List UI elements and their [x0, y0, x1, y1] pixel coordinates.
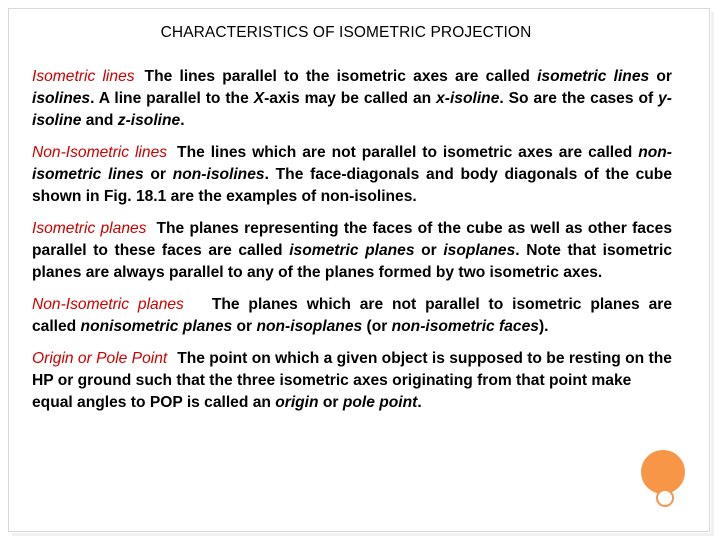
term-non-isometric-lines: Non-Isometric lines	[32, 144, 168, 161]
emphasis: nonisometric planes	[80, 318, 233, 335]
text: or	[232, 318, 257, 335]
emphasis: non-isometric lines	[32, 144, 673, 183]
emphasis: pole point	[342, 394, 418, 411]
emphasis: x-isoline	[436, 90, 500, 107]
emphasis: non-isoplanes	[256, 318, 363, 335]
term-origin-pole-point: Origin or Pole Point	[32, 350, 168, 367]
paragraph-origin-pole-point	[32, 348, 672, 414]
text: . The face-diagonals and body diagonals of the cube shown in Fig. 18.1 are the examples of non-isolines.	[32, 166, 673, 205]
emphasis: isoplanes	[443, 242, 516, 259]
text: The point on which a given object is supposed to be resting on the HP or ground such that the three isometric axes originating from that point make equal angles to POP is called an	[32, 350, 672, 411]
text: The lines parallel to the isometric axes are called	[144, 68, 538, 85]
emphasis: non-isometric faces	[391, 318, 539, 335]
text: or	[649, 68, 672, 85]
emphasis: origin	[275, 394, 319, 411]
text: The lines which are not parallel to isometric axes are called	[177, 144, 639, 161]
text: or	[414, 242, 444, 259]
decorative-circle	[641, 450, 685, 494]
emphasis: isometric lines	[537, 68, 650, 85]
text: . A line parallel to the	[90, 90, 254, 107]
paragraph-non-isometric-planes	[32, 294, 672, 338]
text: or	[318, 394, 343, 411]
term-isometric-lines: Isometric lines	[32, 68, 135, 85]
term-isometric-planes: Isometric planes	[32, 220, 147, 237]
emphasis: isolines	[32, 90, 91, 107]
emphasis: isometric planes	[289, 242, 415, 259]
emphasis: non-isolines	[172, 166, 265, 183]
text: .	[417, 394, 422, 411]
paragraph-isometric-lines	[32, 66, 672, 132]
slide-content	[32, 66, 672, 424]
emphasis: z-isoline	[117, 112, 181, 129]
text: ).	[538, 318, 549, 335]
decorative-ring	[656, 489, 674, 507]
text: -axis may be called an	[264, 90, 437, 107]
paragraph-non-isometric-lines	[32, 142, 672, 208]
slide-title: CHARACTERISTICS OF ISOMETRIC PROJECTION	[160, 24, 532, 41]
text: .	[180, 112, 185, 129]
text: The planes which are not parallel to isometric planes are called	[32, 296, 672, 335]
text: or	[143, 166, 173, 183]
text: The planes representing the faces of the cube as well as other faces parallel to these faces are called	[32, 220, 672, 259]
emphasis: X	[253, 90, 265, 107]
term-non-isometric-planes: Non-Isometric planes	[32, 296, 184, 313]
emphasis: y-isoline	[32, 90, 672, 129]
text: . So are the cases of	[499, 90, 659, 107]
text: . Note that isometric planes are always parallel to any of the planes formed by two isometric axes.	[32, 242, 672, 281]
text: (or	[362, 318, 392, 335]
text: and	[81, 112, 118, 129]
paragraph-isometric-planes	[32, 218, 672, 284]
